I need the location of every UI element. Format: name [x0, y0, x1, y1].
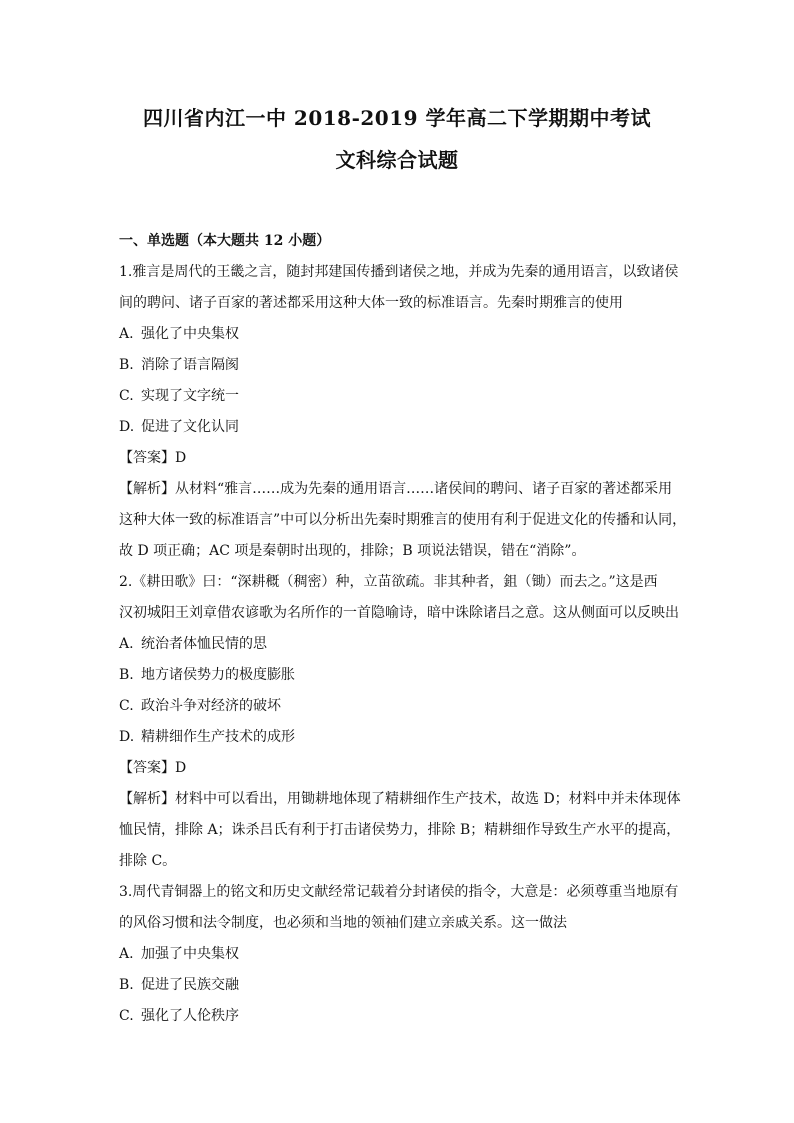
- question-stem-line: 的风俗习惯和法令制度，也必须和当地的领袖们建立亲戚关系。这一做法: [119, 915, 567, 931]
- option-letter: D.: [119, 729, 135, 745]
- option-letter: A.: [119, 946, 134, 962]
- question-stem-line: 3.周代青铜器上的铭文和历史文献经常记载着分封诸侯的指令，大意是：必须尊重当地原有: [119, 884, 679, 900]
- option-b: [119, 970, 679, 1001]
- option-text: 统治者体恤民情的思: [141, 636, 267, 652]
- option-d: [119, 722, 679, 753]
- option-letter: A.: [119, 636, 134, 652]
- option-c: [119, 1001, 679, 1032]
- option-b: [119, 350, 679, 381]
- option-letter: C.: [119, 388, 134, 404]
- question-2: [119, 567, 679, 877]
- option-text: 强化了中央集权: [141, 326, 239, 342]
- document-body: [119, 226, 687, 1032]
- option-text: 消除了语言隔阂: [141, 357, 239, 373]
- option-text: 促进了文化认同: [141, 419, 239, 435]
- option-c: [119, 381, 679, 412]
- option-text: 促进了民族交融: [141, 977, 239, 993]
- answer-line: 【答案】D: [119, 760, 187, 776]
- question-3: [119, 877, 679, 1032]
- option-text: 政治斗争对经济的破坏: [141, 698, 281, 714]
- option-letter: D.: [119, 419, 135, 435]
- analysis-line: 【解析】从材料“雅言……成为先秦的通用语言……诸侯间的聘问、诸子百家的著述都采用: [119, 481, 673, 497]
- document-title: 四川省内江一中 2018-2019 学年高二下学期期中考试: [142, 106, 652, 130]
- option-a: [119, 629, 679, 660]
- analysis-line: 这种大体一致的标准语言”中可以分析出先秦时期雅言的使用有利于促进文化的传播和认同，: [119, 512, 687, 528]
- option-text: 精耕细作生产技术的成形: [141, 729, 295, 745]
- answer-line: 【答案】D: [119, 450, 187, 466]
- section-heading: 一、单选题（本大题共 12 小题）: [119, 233, 331, 249]
- option-letter: B.: [119, 977, 134, 993]
- option-letter: A.: [119, 326, 134, 342]
- option-text: 强化了人伦秩序: [141, 1008, 239, 1024]
- option-text: 地方诸侯势力的极度膨胀: [141, 667, 295, 683]
- analysis-line: 排除 C。: [119, 853, 177, 869]
- question-stem-line: 间的聘问、诸子百家的著述都采用这种大体一致的标准语言。先秦时期雅言的使用: [119, 295, 623, 311]
- option-letter: C.: [119, 698, 134, 714]
- option-letter: C.: [119, 1008, 134, 1024]
- option-d: [119, 412, 679, 443]
- document-subtitle: 文科综合试题: [335, 148, 459, 172]
- question-stem-line: 2.《耕田歌》曰：“深耕穊（稠密）种，立苗欲疏。非其种者，鉏（锄）而去之。”这是西: [119, 574, 658, 590]
- option-c: [119, 691, 679, 722]
- option-text: 实现了文字统一: [141, 388, 239, 404]
- analysis-line: 【解析】材料中可以看出，用锄耕地体现了精耕细作生产技术，故选 D；材料中并未体现体: [119, 791, 681, 807]
- option-text: 加强了中央集权: [141, 946, 239, 962]
- option-b: [119, 660, 679, 691]
- question-1: [119, 257, 687, 567]
- option-letter: B.: [119, 667, 134, 683]
- analysis-line: 恤民情，排除 A；诛杀吕氏有利于打击诸侯势力，排除 B；精耕细作导致生产水平的提高，: [119, 822, 681, 838]
- option-a: [119, 939, 679, 970]
- question-stem-line: 汉初城阳王刘章借农谚歌为名所作的一首隐喻诗，暗中诛除诸吕之意。这从侧面可以反映出: [119, 605, 679, 621]
- option-letter: B.: [119, 357, 134, 373]
- option-a: [119, 319, 679, 350]
- analysis-line: 故 D 项正确；AC 项是秦朝时出现的，排除；B 项说法错误，错在“消除”。: [119, 543, 586, 559]
- question-stem-line: 1.雅言是周代的王畿之言，随封邦建国传播到诸侯之地，并成为先秦的通用语言，以致诸侯: [119, 264, 679, 280]
